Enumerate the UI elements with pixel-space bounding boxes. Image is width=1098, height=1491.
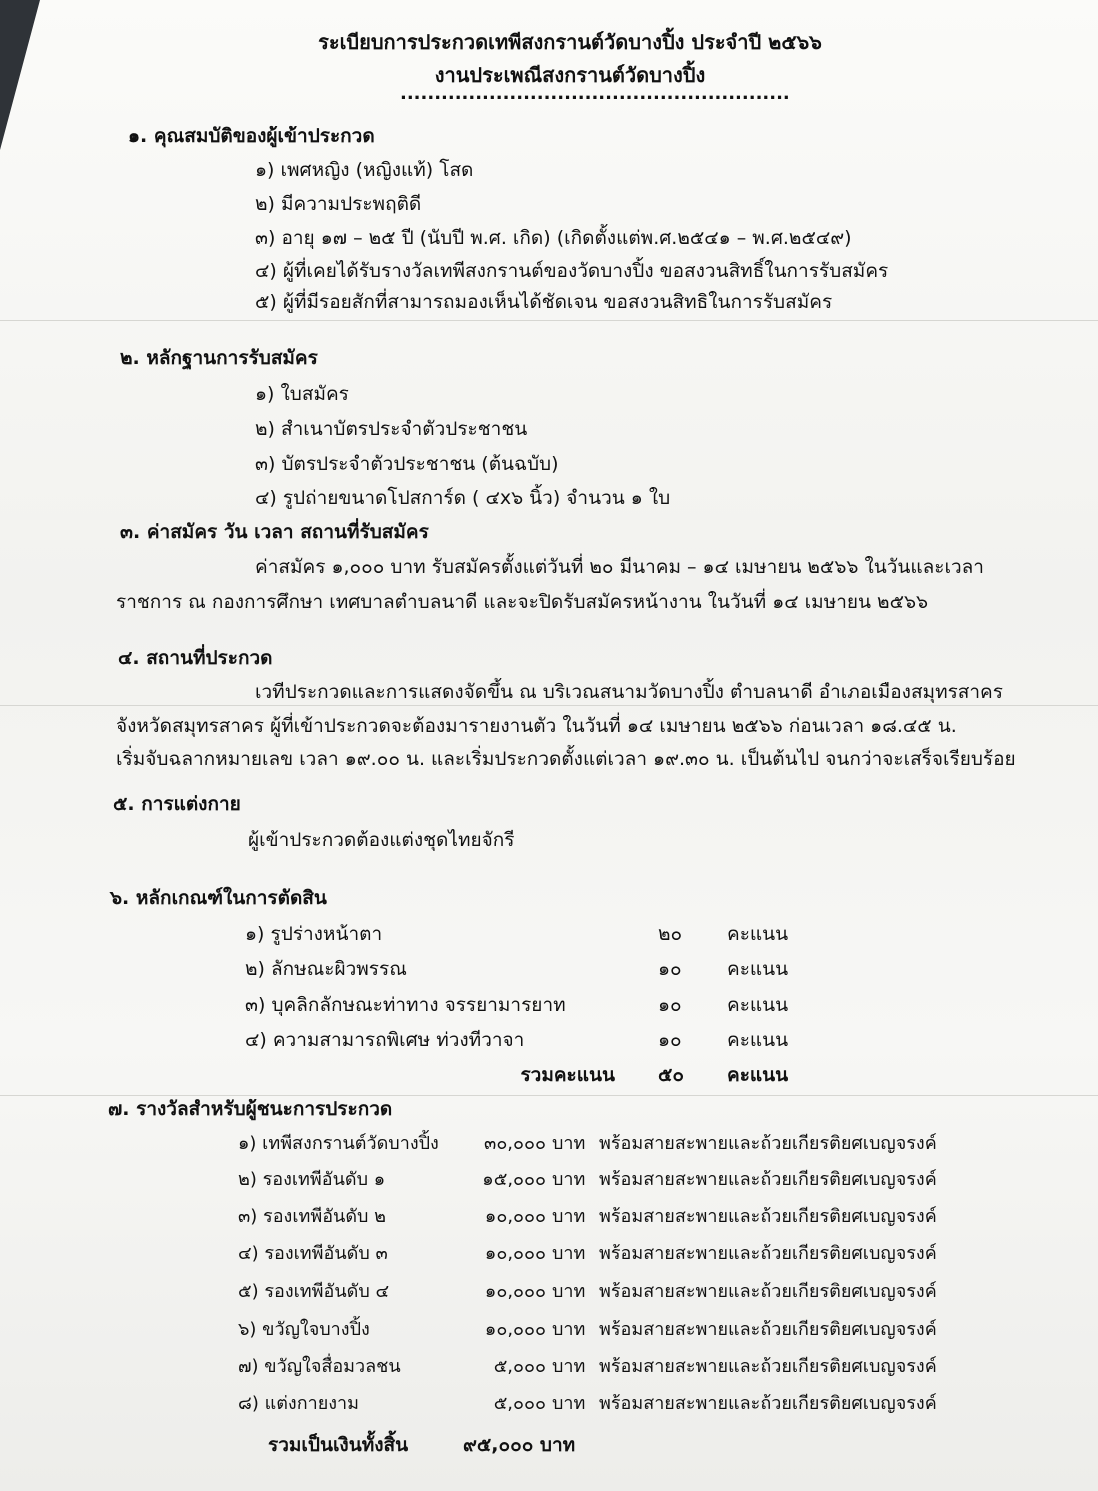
criteria-label: ๓) บุคลิกลักษณะท่าทาง จรรยามารยาท (245, 994, 566, 1016)
prize-extra: พร้อมสายสะพายและถ้วยเกียรติยศเบญจรงค์ (599, 1393, 937, 1414)
prize-extra: พร้อมสายสะพายและถ้วยเกียรติยศเบญจรงค์ (599, 1281, 937, 1302)
criteria-unit: คะแนน (727, 994, 789, 1016)
section-3-heading: ๓. ค่าสมัคร วัน เวลา สถานที่รับสมัคร (120, 521, 429, 543)
criteria-unit: คะแนน (727, 923, 789, 945)
criteria-unit: คะแนน (727, 1029, 789, 1051)
criteria-score: ๑๐ (658, 1029, 682, 1051)
paragraph-line: จังหวัดสมุทรสาคร ผู้ที่เข้าประกวดจะต้องมารายงานตัว ในวันที่ ๑๔ เมษายน ๒๕๖๖ ก่อนเวลา ๑๘.๔๕ น. (116, 715, 957, 737)
prize-extra: พร้อมสายสะพายและถ้วยเกียรติยศเบญจรงค์ (599, 1356, 937, 1377)
prize-currency: บาท (552, 1133, 586, 1154)
section-7-heading: ๗. รางวัลสำหรับผู้ชนะการประกวด (108, 1098, 393, 1120)
paragraph-line: เวทีประกวดและการแสดงจัดขึ้น ณ บริเวณสนามวัดบางปิ้ง ตำบลนาดี อำเภอเมืองสมุทรสาคร (255, 681, 1003, 703)
criteria-score: ๒๐ (658, 923, 683, 945)
list-item: ๓) บัตรประจำตัวประชาชน (ต้นฉบับ) (255, 453, 559, 475)
prize-extra: พร้อมสายสะพายและถ้วยเกียรติยศเบญจรงค์ (599, 1133, 937, 1154)
document-title: ระเบียบการประกวดเทพีสงกรานต์วัดบางปิ้ง ประจำปี ๒๕๖๖ (318, 30, 822, 54)
prize-currency: บาท (552, 1206, 586, 1227)
paragraph-line: ผู้เข้าประกวดต้องแต่งชุดไทยจักรี (248, 829, 515, 851)
criteria-total-label: รวมคะแนน (520, 1064, 615, 1086)
fold-line (0, 320, 1098, 321)
criteria-score: ๑๐ (658, 958, 682, 980)
section-1-heading: ๑. คุณสมบัติของผู้เข้าประกวด (128, 125, 375, 147)
prize-amount: ๑๐,๐๐๐ (484, 1281, 546, 1302)
prize-currency: บาท (552, 1319, 586, 1340)
prize-label: ๑) เทพีสงกรานต์วัดบางปิ้ง (238, 1133, 439, 1154)
criteria-label: ๑) รูปร่างหน้าตา (245, 923, 383, 945)
prize-amount: ๑๐,๐๐๐ (484, 1206, 546, 1227)
prize-total-label: รวมเป็นเงินทั้งสิ้น (268, 1434, 409, 1456)
criteria-label: ๔) ความสามารถพิเศษ ท่วงทีวาจา (245, 1029, 525, 1051)
fold-line (0, 705, 1098, 706)
prize-amount: ๕,๐๐๐ (493, 1393, 546, 1414)
prize-currency: บาท (552, 1281, 586, 1302)
prize-currency: บาท (552, 1169, 586, 1190)
criteria-score: ๑๐ (658, 994, 682, 1016)
prize-currency: บาท (552, 1356, 586, 1377)
prize-extra: พร้อมสายสะพายและถ้วยเกียรติยศเบญจรงค์ (599, 1206, 937, 1227)
prize-label: ๔) รองเทพีอันดับ ๓ (238, 1243, 388, 1264)
prize-currency: บาท (552, 1243, 586, 1264)
section-4-heading: ๔. สถานที่ประกวด (118, 647, 273, 669)
criteria-unit: คะแนน (727, 1064, 789, 1086)
document-subtitle: งานประเพณีสงกรานต์วัดบางปิ้ง (434, 63, 706, 87)
prize-extra: พร้อมสายสะพายและถ้วยเกียรติยศเบญจรงค์ (599, 1243, 937, 1264)
list-item: ๔) ผู้ที่เคยได้รับรางวัลเทพีสงกรานต์ของวัดบางปิ้ง ขอสงวนสิทธิ์ในการรับสมัคร (255, 260, 889, 282)
fold-line (0, 1095, 1098, 1096)
list-item: ๕) ผู้ที่มีรอยสักที่สามารถมองเห็นได้ชัดเจน ขอสงวนสิทธิในการรับสมัคร (255, 291, 833, 313)
prize-currency: บาท (552, 1393, 586, 1414)
criteria-unit: คะแนน (727, 958, 789, 980)
paragraph-line: ราชการ ณ กองการศึกษา เทศบาลตำบลนาดี และจะปิดรับสมัครหน้างาน ในวันที่ ๑๔ เมษายน ๒๕๖๖ (116, 591, 929, 613)
prize-label: ๖) ขวัญใจบางปิ้ง (238, 1319, 370, 1340)
list-item: ๑) ใบสมัคร (255, 383, 349, 405)
prize-total-amount: ๙๕,๐๐๐ บาท (463, 1434, 576, 1456)
section-5-heading: ๕. การแต่งกาย (113, 793, 241, 815)
criteria-total-score: ๕๐ (658, 1064, 684, 1086)
prize-extra: พร้อมสายสะพายและถ้วยเกียรติยศเบญจรงค์ (599, 1319, 937, 1340)
dark-corner-shadow (0, 0, 40, 150)
paragraph-line: ค่าสมัคร ๑,๐๐๐ บาท รับสมัครตั้งแต่วันที่ ๒๐ มีนาคม – ๑๔ เมษายน ๒๕๖๖ ในวันและเวลา (255, 556, 984, 578)
section-6-heading: ๖. หลักเกณฑ์ในการตัดสิน (110, 887, 327, 909)
list-item: ๒) สำเนาบัตรประจำตัวประชาชน (255, 418, 528, 440)
prize-extra: พร้อมสายสะพายและถ้วยเกียรติยศเบญจรงค์ (599, 1169, 937, 1190)
section-2-heading: ๒. หลักฐานการรับสมัคร (120, 347, 318, 369)
paragraph-line: เริ่มจับฉลากหมายเลข เวลา ๑๙.๐๐ น. และเริ่มประกวดตั้งแต่เวลา ๑๙.๓๐ น. เป็นต้นไป จนกว่าจะเสร็จเรียบร้อย (116, 748, 1016, 770)
prize-amount: ๓๐,๐๐๐ (484, 1133, 546, 1154)
prize-label: ๒) รองเทพีอันดับ ๑ (238, 1169, 386, 1190)
list-item: ๒) มีความประพฤติดี (255, 193, 422, 215)
prize-label: ๕) รองเทพีอันดับ ๔ (238, 1281, 390, 1302)
list-item: ๓) อายุ ๑๗ – ๒๕ ปี (นับปี พ.ศ. เกิด) (เกิดตั้งแต่พ.ศ.๒๕๔๑ – พ.ศ.๒๕๔๙) (255, 227, 852, 249)
prize-amount: ๑๐,๐๐๐ (484, 1243, 546, 1264)
prize-amount: ๑๐,๐๐๐ (484, 1319, 546, 1340)
prize-amount: ๕,๐๐๐ (493, 1356, 546, 1377)
header-divider: ......................................................... (400, 83, 790, 104)
criteria-label: ๒) ลักษณะผิวพรรณ (245, 958, 407, 980)
list-item: ๑) เพศหญิง (หญิงแท้) โสด (255, 159, 474, 181)
prize-amount: ๑๕,๐๐๐ (482, 1169, 546, 1190)
prize-label: ๓) รองเทพีอันดับ ๒ (238, 1206, 387, 1227)
prize-label: ๗) ขวัญใจสื่อมวลชน (238, 1356, 401, 1377)
prize-label: ๘) แต่งกายงาม (238, 1393, 360, 1414)
list-item: ๔) รูปถ่ายขนาดโปสการ์ด ( ๔x๖ นิ้ว) จำนวน ๑ ใบ (255, 487, 671, 509)
